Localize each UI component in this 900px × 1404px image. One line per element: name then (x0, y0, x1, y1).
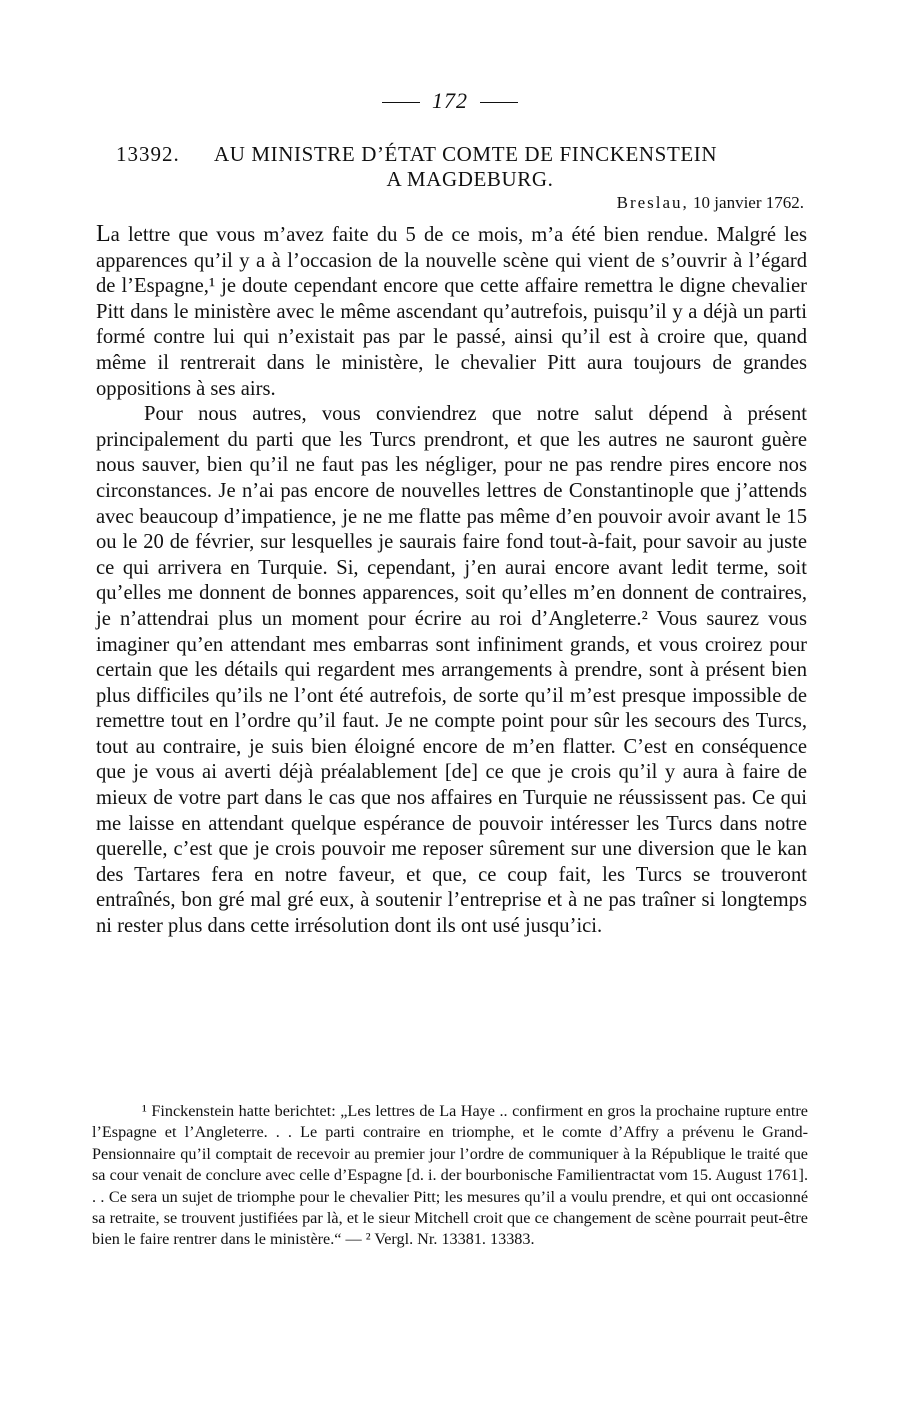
letter-number: 13392. (116, 142, 180, 166)
dateline-date: 10 janvier 1762. (693, 193, 804, 212)
paragraph: La lettre que vous m’avez faite du 5 de ce mois, m’a été bien rendue. Malgré les apparences qu’il y a à l’occasion de la nouvelle scène qui vient de s’ouvrir à l’égard de l’Espagne,¹ je doute cependant encore que cette affaire remettra le digne chevalier Pitt dans le ministère avec le même ascendant qu’autrefois, puisqu’il y a déjà un parti formé contre lui qui n’existait pas par le passé, ainsi qu’il est à croire que, quand même il rentrerait dans le ministère, le chevalier Pitt aura toujours de grandes oppositions à ses airs. (96, 221, 807, 400)
footnotes (92, 1101, 808, 1251)
page-number (0, 88, 900, 114)
page-number-dash-right (480, 102, 518, 103)
letter-title-line2: A MAGDEBURG. (386, 167, 554, 191)
footnote: ¹ Finckenstein hatte berichtet: „Les lettres de La Haye .. confirment en gros la prochaine rupture entre l’Espagne et l’Angleterre. . . Le parti contraire en triomphe, et le comte d’Affry a prévenu le Grand-Pensionnaire qu’il comptait de recevoir au premier jour l’ordre de communiquer à la République le traité que sa cour venait de conclure avec celle d’Espagne [d. i. der bourbonische Familientractat vom 15. August 1761]. . . Ce sera un sujet de triomphe pour le chevalier Pitt; les mesures qu’il a voulu prendre, et qui ont occasionné sa retraite, se trouvent justifiées par là, et le sieur Mitchell croit que ce changement de scène pourrait peut-être bien le faire rentrer dans le ministère.“ — ² Vergl. Nr. 13381. 13383. (92, 1102, 808, 1249)
letter-title-line1: AU MINISTRE D’ÉTAT COMTE DE FINCKENSTEIN (214, 142, 718, 166)
letter-body (96, 222, 807, 940)
page-number-dash-left (382, 102, 420, 103)
page-number-text: 172 (432, 88, 468, 113)
dateline (617, 193, 804, 213)
dateline-place: Breslau, (616, 193, 689, 212)
paragraph: Pour nous autres, vous conviendrez que notre salut dépend à présent principalement du parti que les Turcs prendront, et que les autres ne sauront guère nous sauver, bien qu’il ne faut pas les négliger, pour ne pas rendre pires encore nos circonstances. Je n’ai pas encore de nouvelles lettres de Constantinople que j’attends avec beaucoup d’impatience, je ne me flatte pas même d’en pouvoir avoir avant le 15 ou le 20 de février, sur lesquelles je saurais faire fond tout-à-fait, pour savoir au juste ce qui arrivera en Turquie. Si, cependant, j’en aurai encore avant ledit terme, soit qu’elles me donnent de bonnes apparences, soit qu’elles m’en donnent de contraires, je n’attendrai plus un moment pour écrire au roi d’Angleterre.² Vous saurez vous imaginer qu’en attendant mes embarras sont infiniment grands, et vous croirez pour certain que les détails qui regardent mes arrangements à prendre, sont à présent bien plus difficiles qu’ils ne l’ont été autrefois, de sorte qu’il m’est presque impossible de remettre tout en l’ordre qu’il faut. Je ne compte point pour sûr les secours des Turcs, tout au contraire, je suis bien éloigné encore de m’en flatter. C’est en conséquence que je vous ai averti déjà préalablement [de] ce que je crois qu’il y aura à faire de mieux de votre part dans le cas que nos affaires en Turquie ne réussissent pas. Ce qui me laisse en attendant quelque espérance de pouvoir intéresser les Turcs dans notre querelle, c’est que je crois pouvoir me reposer sûrement sur une diversion que le kan des Tartares fera en notre faveur, et que, ce coup fait, les Turcs se trouveront entraînés, bon gré mal gré eux, à soutenir l’entreprise et à ne pas traîner si longtemps ni rester plus dans cette irrésolution dont ils ont usé jusqu’ici. (96, 403, 807, 938)
